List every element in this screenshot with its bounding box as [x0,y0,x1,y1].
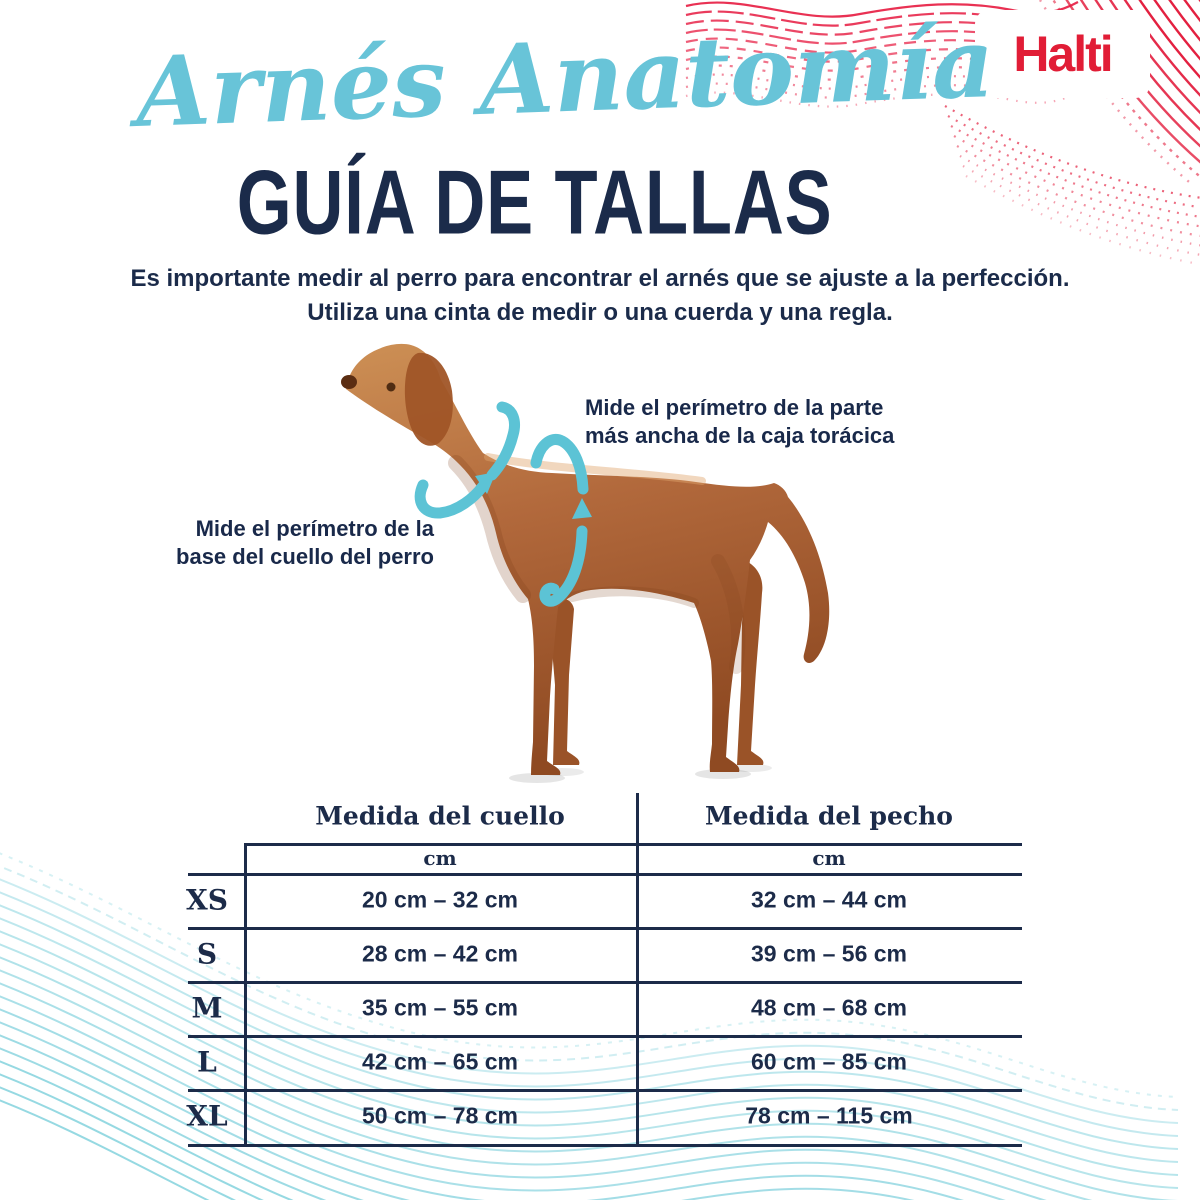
neck-range: 42 cm – 65 cm [361,1048,519,1075]
unit-label-chest: cm [812,846,846,870]
column-header-chest: Medida del pecho [705,801,953,831]
table-line-header [244,843,1022,846]
neck-note-line-2: base del cuello del perro [176,544,434,569]
table-line-row [188,1035,1022,1038]
brand-logo-text: Halti [1013,26,1112,82]
intro-line-1: Es importante medir al perro para encontrar el arnés que se ajuste a la perfección. [130,265,1070,292]
neck-range: 28 cm – 42 cm [361,940,519,967]
column-header-neck: Medida del cuello [315,801,565,831]
table-line-row [188,927,1022,930]
intro-line-2: Utiliza una cinta de medir o una cuerda y una regla. [307,299,893,326]
size-label: M [191,991,223,1025]
chest-range: 60 cm – 85 cm [750,1048,908,1075]
size-label: XS [186,883,228,917]
table-line-row [188,981,1022,984]
table-line-row [188,1089,1022,1092]
page-title: GUÍA DE TALLAS [237,151,833,253]
neck-note-line-1: Mide el perímetro de la [195,516,434,541]
size-label: L [197,1045,217,1079]
size-table [170,790,1022,1150]
chest-note-line-2: más ancha de la caja torácica [585,423,895,448]
chest-range: 48 cm – 68 cm [750,994,908,1021]
unit-label-neck: cm [423,846,457,870]
size-label: S [196,937,218,971]
dog-shading [572,591,694,603]
chest-range: 78 cm – 115 cm [745,1102,913,1129]
intro-text [0,262,1200,330]
table-divider-vertical-center [636,793,639,1147]
neck-range: 50 cm – 78 cm [361,1102,519,1129]
size-label: XL [186,1099,228,1133]
chest-measure-note [585,394,894,450]
dog-eye [387,383,396,392]
chest-range: 32 cm – 44 cm [750,886,908,913]
chest-range: 39 cm – 56 cm [750,940,908,967]
neck-measure-note [150,515,434,571]
table-line-row [188,873,1022,876]
chest-note-line-1: Mide el perímetro de la parte [585,395,884,420]
dog-ear [405,353,453,446]
neck-range: 20 cm – 32 cm [361,886,519,913]
table-divider-vertical-left [244,843,247,1147]
neck-range: 35 cm – 55 cm [361,994,519,1021]
dog-nose [341,375,357,389]
script-title: Arnés Anatomía [133,6,996,149]
table-line-bottom [188,1144,1022,1147]
